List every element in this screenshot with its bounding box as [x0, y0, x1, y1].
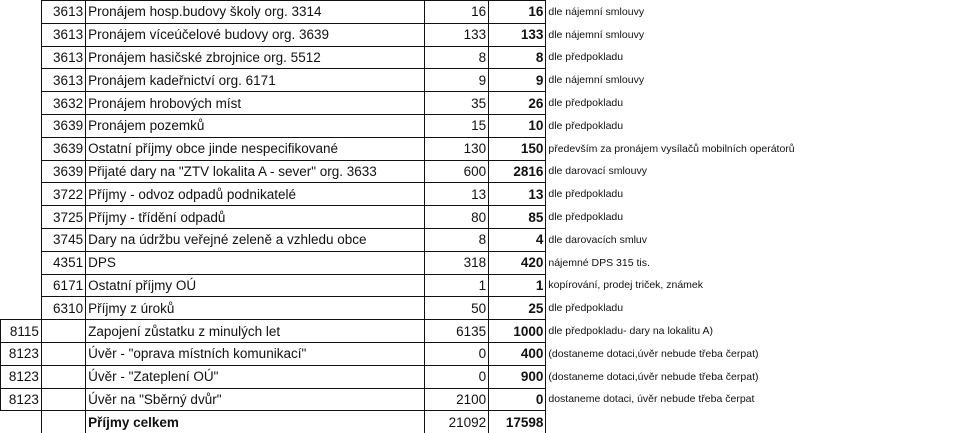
actual-value-cell: 85: [489, 206, 546, 229]
budget-value-cell: 35: [425, 92, 489, 115]
note-cell: dostaneme dotaci, úvěr nebude třeba čerpat: [546, 388, 960, 411]
budget-value-cell: 133: [425, 23, 489, 46]
paragraph-code-cell: [41, 365, 85, 388]
total-row: [1, 411, 960, 433]
item-text-cell: Příjmy z úroků: [86, 297, 425, 320]
total-label-cell: Příjmy celkem: [86, 411, 425, 433]
paragraph-code-cell: 3722: [41, 183, 85, 206]
paragraph-code-cell: 3639: [41, 114, 85, 137]
item-code-cell: [1, 23, 42, 46]
actual-value-cell: 400: [489, 342, 546, 365]
actual-value-cell: 4: [489, 228, 546, 251]
budget-value-cell: 6135: [425, 320, 489, 343]
budget-value-cell: 80: [425, 206, 489, 229]
note-cell: dle předpokladu: [546, 183, 960, 206]
actual-value-cell: 8: [489, 46, 546, 69]
item-text-cell: Pronájem pozemků: [86, 114, 425, 137]
note-cell: kopírování, prodej triček, známek: [546, 274, 960, 297]
item-text-cell: Pronájem hosp.budovy školy org. 3314: [86, 1, 425, 24]
table-row: [1, 251, 960, 274]
table-row: [1, 1, 960, 24]
note-cell: dle předpokladu: [546, 46, 960, 69]
item-text-cell: Úvěr - "Zateplení OÚ": [86, 365, 425, 388]
table-row: [1, 183, 960, 206]
item-code-cell: [1, 228, 42, 251]
item-text-cell: Úvěr - "oprava místních komunikací": [86, 342, 425, 365]
total-empty-cell: [1, 411, 42, 433]
item-code-cell: 8115: [1, 320, 42, 343]
table-row: [1, 342, 960, 365]
paragraph-code-cell: 3745: [41, 228, 85, 251]
table-row: [1, 206, 960, 229]
paragraph-code-cell: 6171: [41, 274, 85, 297]
paragraph-code-cell: 3725: [41, 206, 85, 229]
actual-value-cell: 900: [489, 365, 546, 388]
paragraph-code-cell: 4351: [41, 251, 85, 274]
item-code-cell: [1, 46, 42, 69]
item-code-cell: [1, 69, 42, 92]
table-row: [1, 388, 960, 411]
total-budget-cell: 21092: [425, 411, 489, 433]
note-cell: dle darovacích smluv: [546, 228, 960, 251]
note-cell: dle nájemní smlouvy: [546, 1, 960, 24]
item-text-cell: Příjmy - třídění odpadů: [86, 206, 425, 229]
table-row: [1, 274, 960, 297]
budget-value-cell: 9: [425, 69, 489, 92]
total-empty-cell: [41, 411, 85, 433]
item-code-cell: [1, 251, 42, 274]
note-cell: nájemné DPS 315 tis.: [546, 251, 960, 274]
budget-value-cell: 16: [425, 1, 489, 24]
actual-value-cell: 9: [489, 69, 546, 92]
paragraph-code-cell: [41, 342, 85, 365]
actual-value-cell: 1000: [489, 320, 546, 343]
item-code-cell: 8123: [1, 365, 42, 388]
item-code-cell: [1, 137, 42, 160]
note-cell: dle předpokladu: [546, 114, 960, 137]
actual-value-cell: 26: [489, 92, 546, 115]
item-text-cell: Dary na údržbu veřejné zeleně a vzhledu obce: [86, 228, 425, 251]
paragraph-code-cell: 3632: [41, 92, 85, 115]
note-cell: dle předpokladu: [546, 92, 960, 115]
budget-value-cell: 318: [425, 251, 489, 274]
item-code-cell: [1, 206, 42, 229]
table-row: [1, 320, 960, 343]
item-code-cell: 8123: [1, 388, 42, 411]
paragraph-code-cell: 3639: [41, 160, 85, 183]
table-row: [1, 365, 960, 388]
budget-value-cell: 130: [425, 137, 489, 160]
actual-value-cell: 133: [489, 23, 546, 46]
paragraph-code-cell: [41, 388, 85, 411]
item-code-cell: [1, 114, 42, 137]
actual-value-cell: 1: [489, 274, 546, 297]
item-code-cell: [1, 92, 42, 115]
table-row: [1, 69, 960, 92]
budget-value-cell: 2100: [425, 388, 489, 411]
item-text-cell: Pronájem kadeřnictví org. 6171: [86, 69, 425, 92]
item-code-cell: [1, 297, 42, 320]
item-code-cell: [1, 274, 42, 297]
table-row: [1, 137, 960, 160]
actual-value-cell: 2816: [489, 160, 546, 183]
actual-value-cell: 25: [489, 297, 546, 320]
table-row: [1, 114, 960, 137]
paragraph-code-cell: 3613: [41, 23, 85, 46]
item-text-cell: Úvěr na "Sběrný dvůr": [86, 388, 425, 411]
actual-value-cell: 420: [489, 251, 546, 274]
actual-value-cell: 10: [489, 114, 546, 137]
budget-value-cell: 13: [425, 183, 489, 206]
budget-value-cell: 0: [425, 342, 489, 365]
actual-value-cell: 16: [489, 1, 546, 24]
budget-value-cell: 1: [425, 274, 489, 297]
paragraph-code-cell: [41, 320, 85, 343]
table-row: [1, 23, 960, 46]
table-row: [1, 228, 960, 251]
note-cell: dle předpokladu- dary na lokalitu A): [546, 320, 960, 343]
note-cell: dle nájemní smlouvy: [546, 23, 960, 46]
total-actual-cell: 17598: [489, 411, 546, 433]
actual-value-cell: 150: [489, 137, 546, 160]
table-row: [1, 160, 960, 183]
paragraph-code-cell: 3613: [41, 1, 85, 24]
item-text-cell: Ostatní příjmy obce jinde nespecifikované: [86, 137, 425, 160]
note-cell: dle předpokladu: [546, 206, 960, 229]
budget-value-cell: 50: [425, 297, 489, 320]
note-cell: (dostaneme dotaci,úvěr nebude třeba čerpat): [546, 342, 960, 365]
note-cell: především za pronájem vysílačů mobilních operátorů: [546, 137, 960, 160]
paragraph-code-cell: 3639: [41, 137, 85, 160]
note-cell: dle darovací smlouvy: [546, 160, 960, 183]
item-text-cell: Přijaté dary na "ZTV lokalita A - sever" org. 3633: [86, 160, 425, 183]
item-text-cell: Pronájem hasičské zbrojnice org. 5512: [86, 46, 425, 69]
income-table-body: [1, 1, 960, 433]
table-row: [1, 92, 960, 115]
note-cell: dle předpokladu: [546, 297, 960, 320]
table-row: [1, 297, 960, 320]
item-code-cell: [1, 1, 42, 24]
budget-value-cell: 15: [425, 114, 489, 137]
actual-value-cell: 13: [489, 183, 546, 206]
item-code-cell: [1, 183, 42, 206]
item-text-cell: Zapojení zůstatku z minulých let: [86, 320, 425, 343]
paragraph-code-cell: 3613: [41, 46, 85, 69]
item-text-cell: Pronájem hrobových míst: [86, 92, 425, 115]
paragraph-code-cell: 6310: [41, 297, 85, 320]
item-text-cell: Pronájem víceúčelové budovy org. 3639: [86, 23, 425, 46]
total-note-cell: [546, 411, 960, 433]
item-code-cell: 8123: [1, 342, 42, 365]
item-text-cell: DPS: [86, 251, 425, 274]
actual-value-cell: 0: [489, 388, 546, 411]
budget-value-cell: 600: [425, 160, 489, 183]
item-text-cell: Příjmy - odvoz odpadů podnikatelé: [86, 183, 425, 206]
budget-value-cell: 0: [425, 365, 489, 388]
note-cell: dle nájemní smlouvy: [546, 69, 960, 92]
item-text-cell: Ostatní příjmy OÚ: [86, 274, 425, 297]
note-cell: (dostaneme dotaci,úvěr nebude třeba čerpat): [546, 365, 960, 388]
budget-value-cell: 8: [425, 228, 489, 251]
budget-value-cell: 8: [425, 46, 489, 69]
table-row: [1, 46, 960, 69]
paragraph-code-cell: 3613: [41, 69, 85, 92]
item-code-cell: [1, 160, 42, 183]
